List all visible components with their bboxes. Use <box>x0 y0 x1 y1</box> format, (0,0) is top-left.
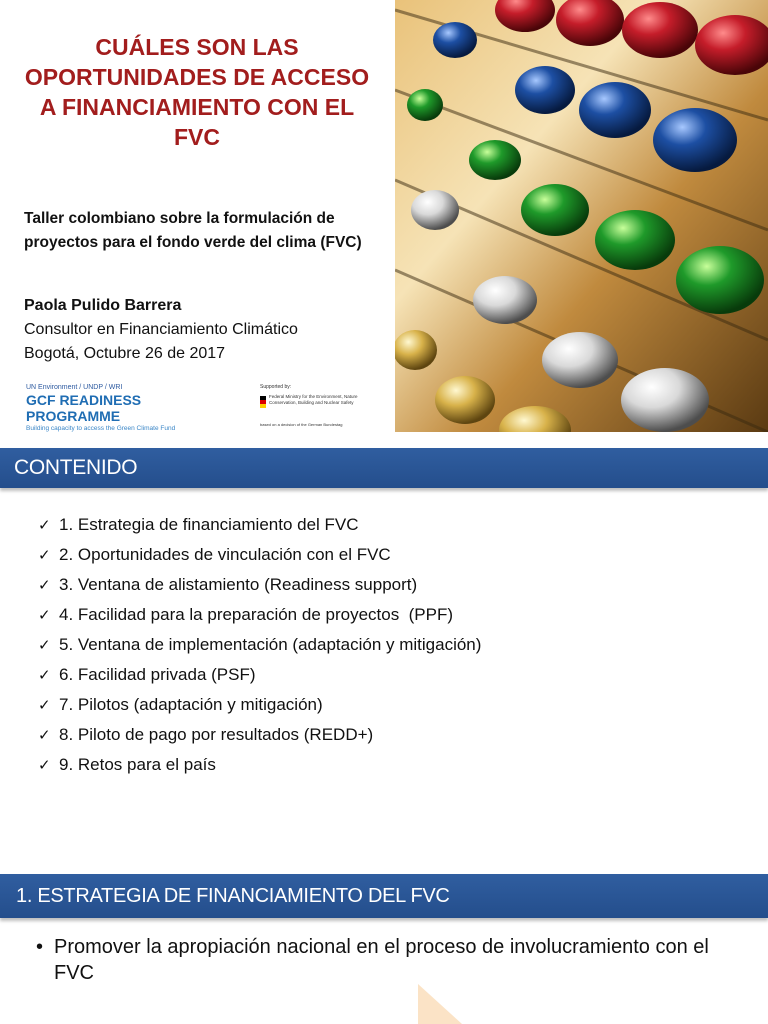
checkmark-icon: ✓ <box>38 726 51 744</box>
strategy-slide <box>0 870 768 1024</box>
gcf-logo-line1: GCF READINESS <box>26 392 142 408</box>
bullet-dot-icon: • <box>36 936 44 958</box>
list-item <box>38 690 481 720</box>
checkmark-icon: ✓ <box>38 516 51 534</box>
gcf-logo-tagline: Building capacity to access the Green Climate Fund <box>26 425 176 432</box>
presentation-date: Bogotá, Octubre 26 de 2017 <box>24 345 226 362</box>
arrow-decoration-icon <box>418 984 468 1024</box>
list-item <box>38 630 481 660</box>
bullet-point <box>36 934 736 986</box>
list-item-text: 7. Pilotos (adaptación y mitigación) <box>59 695 323 714</box>
checkmark-icon: ✓ <box>38 546 51 564</box>
slide-title: CUÁLES SON LAS OPORTUNIDADES DE ACCESO A FINANCIAMIENTO CON EL FVC <box>24 34 370 150</box>
checkmark-icon: ✓ <box>38 636 51 654</box>
bmu-supported-by: Supported by: <box>260 384 292 390</box>
contents-slide <box>0 440 768 832</box>
list-item-text: 6. Facilidad privada (PSF) <box>59 665 256 684</box>
bullet-text: Promover la apropiación nacional en el proceso de involucramiento con el FVC <box>54 936 709 984</box>
checkmark-icon: ✓ <box>38 606 51 624</box>
list-item-text: 2. Oportunidades de vinculación con el FVC <box>59 545 391 564</box>
list-item <box>38 510 481 540</box>
list-item <box>38 660 481 690</box>
list-item <box>38 750 481 780</box>
contents-list <box>38 510 481 780</box>
list-item <box>38 600 481 630</box>
checkmark-icon: ✓ <box>38 696 51 714</box>
contents-heading: CONTENIDO <box>14 456 138 479</box>
gcf-logo-line2: PROGRAMME <box>26 408 121 424</box>
list-item-text: 3. Ventana de alistamiento (Readiness support) <box>59 575 418 594</box>
author-name: Paola Pulido Barrera <box>24 297 182 314</box>
german-flag-icon <box>260 396 266 408</box>
list-item-text: 8. Piloto de pago por resultados (REDD+) <box>59 725 374 744</box>
checkmark-icon: ✓ <box>38 756 51 774</box>
author-role: Consultor en Financiamiento Climático <box>24 321 298 338</box>
strategy-heading: 1. ESTRATEGIA DE FINANCIAMIENTO DEL FVC <box>16 885 450 907</box>
gcf-logo-partners: UN Environment / UNDP / WRI <box>26 384 123 391</box>
list-item-text: 4. Facilidad para la preparación de proyectos (PPF) <box>59 605 454 624</box>
list-item <box>38 720 481 750</box>
list-item <box>38 540 481 570</box>
bmu-logo <box>260 384 360 430</box>
strategy-header-bar <box>0 874 768 918</box>
slide-subtitle: Taller colombiano sobre la formulación de proyectos para el fondo verde del clima (FVC) <box>24 210 362 251</box>
title-slide <box>0 0 768 432</box>
checkmark-icon: ✓ <box>38 666 51 684</box>
bmu-ministry-name: Federal Ministry for the Environment, Nature Conservation, Building and Nuclear Safety <box>269 394 358 405</box>
list-item-text: 5. Ventana de implementación (adaptación y mitigación) <box>59 635 482 654</box>
bmu-footnote: based on a decision of the German Bundestag <box>260 422 343 427</box>
gcf-readiness-logo <box>26 384 196 432</box>
list-item-text: 9. Retos para el país <box>59 755 216 774</box>
contents-header-bar <box>0 448 768 488</box>
list-item-text: 1. Estrategia de financiamiento del FVC <box>59 515 359 534</box>
abacus-photo <box>395 0 768 432</box>
checkmark-icon: ✓ <box>38 576 51 594</box>
list-item <box>38 570 481 600</box>
